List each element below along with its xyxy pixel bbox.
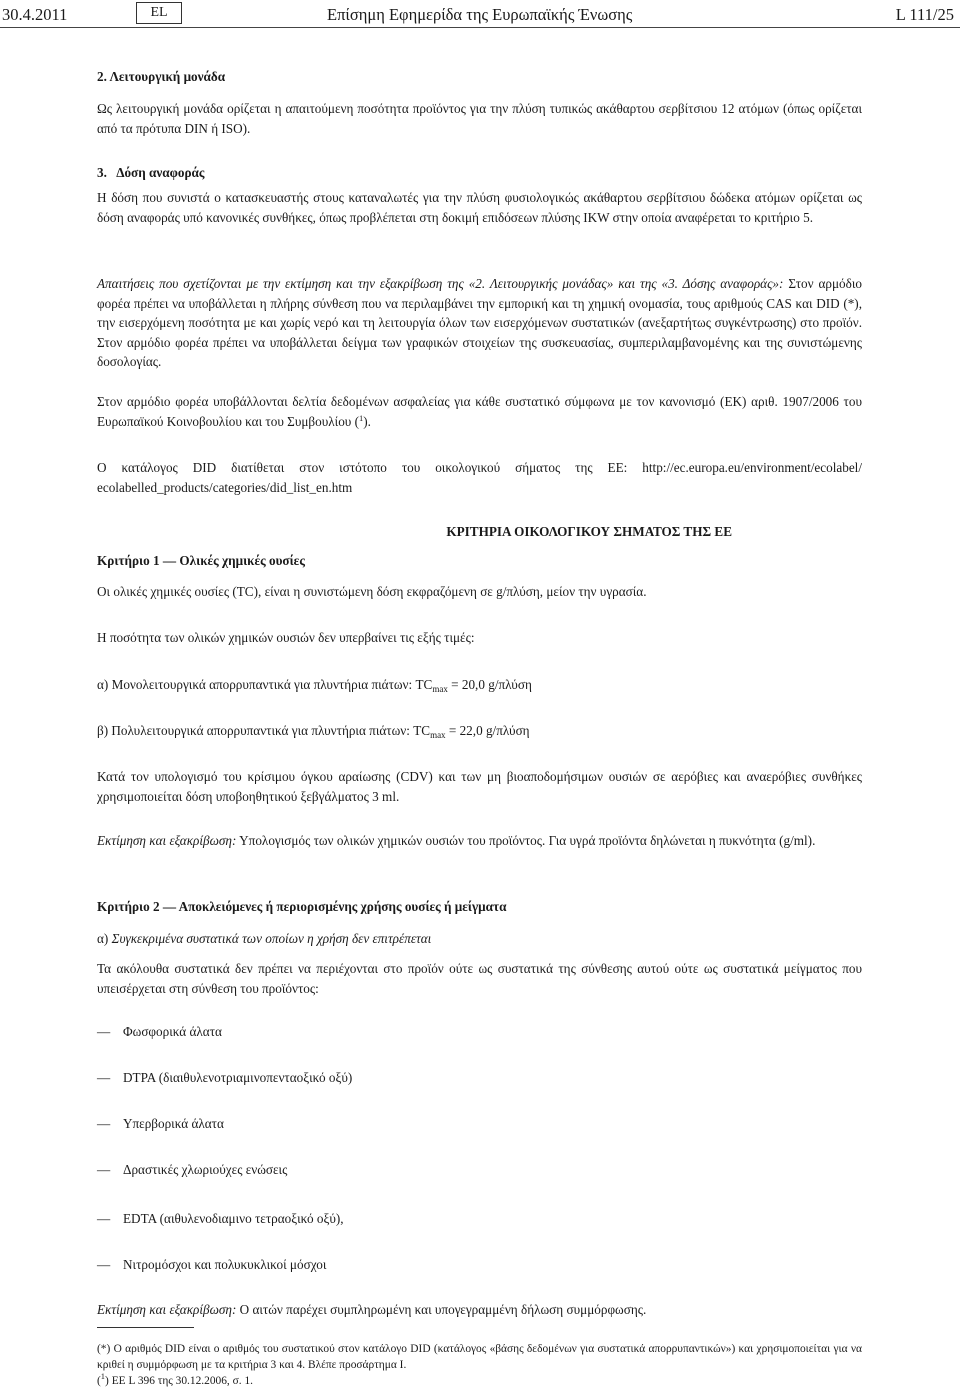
assessment-text: Υπολογισμός των ολικών χημικών ουσιών του προϊόντος. Για υγρά προϊόντα δηλώνεται η πυκνότητα (g/ml). (236, 833, 816, 848)
limit-a-label: α) Μονολειτουργικά απορρυπαντικά για πλυντήρια πιάτων: TC (97, 677, 433, 692)
list-item-text: DTPA (διαιθυλενοτριαμινοπενταοξικό οξύ) (123, 1070, 353, 1085)
criterion-1-limit-a (97, 675, 862, 695)
section-3-body: Η δόση που συνιστά ο κατασκευαστής στους καταναλωτές για την πλύση φυσιολογικώς ακάθαρτου σερβίτσιου δώδεκα ατόμων ορίζεται ως δόση αναφοράς υπό κανονικές συνθήκες, όπως προβλέπεται στη δοκιμή επιδόσεων πλύσης IKW στην οποία αναφέρεται το κριτήριο 5. (97, 190, 862, 225)
requirements-block (97, 274, 862, 372)
list-dash: — (97, 1162, 111, 1177)
criteria-main-title: ΚΡΙΤΗΡΙΑ ΟΙΚΟΛΟΓΙΚΟΥ ΣΗΜΑΤΟΣ ΤΗΣ ΕΕ (446, 524, 732, 539)
limit-b-subscript: max (430, 730, 446, 740)
list-item (97, 1022, 222, 1042)
criterion-2-subsection-a (97, 929, 862, 949)
safety-text-end: ). (363, 413, 371, 429)
subsection-title: Συγκεκριμένα συστατικά των οποίων η χρήση δεν επιτρέπεται (111, 931, 432, 946)
safety-text: Στον αρμόδιο φορέα υποβάλλονται δελτία δεδομένων ασφαλείας για κάθε συστατικό σύμφωνα με τον κανονισμό (ΕΚ) αριθ. 1907/2006 του Ευρωπαϊκού Κοινοβουλίου και του Συμβουλίου ( (97, 394, 862, 429)
criterion-2-assessment (97, 1300, 862, 1320)
limit-b-value: = 22,0 g/πλύση (445, 723, 530, 738)
criterion-1-heading: Κριτήριο 1 — Ολικές χημικές ουσίες (97, 553, 305, 568)
list-item-text: Νιτρομόσχοι και πολυκυκλικοί μόσχοι (123, 1257, 327, 1272)
criterion-2-intro: Τα ακόλουθα συστατικά δεν πρέπει να περιέχονται στο προϊόν ούτε ως συστατικά της σύνθεσης αυτού ούτε ως συστατικά μείγματος που υπεισέρχεται στη σύνθεση του προϊόντος: (97, 961, 862, 996)
list-item (97, 1114, 224, 1134)
list-item (97, 1160, 287, 1180)
criterion-1-definition: Οι ολικές χημικές ουσίες (TC), είναι η συνιστώμενη δόση εκφραζόμενη σε g/πλύση, μείον την υγρασία. (97, 584, 647, 599)
list-dash: — (97, 1024, 111, 1039)
assessment-label: Εκτίμηση και εξακρίβωση: (97, 1302, 237, 1317)
criterion-2-heading: Κριτήριο 2 — Αποκλειόμενες ή περιορισμένης χρήσης ουσίες ή μείγματα (97, 899, 507, 914)
criterion-1-cdv: Κατά τον υπολογισμό του κρίσιμου όγκου αραίωσης (CDV) και των μη βιοαποδομήσιμων ουσιών σε αερόβιες και αναερόβιες συνθήκες χρησιμοποιείται δόση υποβοηθητικού ξεβγάλματος 3 ml. (97, 769, 862, 804)
list-dash: — (97, 1116, 111, 1131)
limit-b-label: β) Πολυλειτουργικά απορρυπαντικά για πλυντήρια πιάτων: TC (97, 723, 431, 738)
safety-data-sheets-paragraph (97, 392, 862, 431)
subsection-prefix: α) (97, 931, 112, 946)
header-date: 30.4.2011 (2, 5, 68, 24)
list-item (97, 1068, 352, 1088)
limit-a-value: = 20,0 g/πλύση (447, 677, 532, 692)
requirements-body: Στον αρμόδιο φορέα πρέπει να υποβάλλεται η πλήρης σύνθεση που να περιλαμβάνει την εμπορική και τη χημική ονομασία, τους αριθμούς CAS και DID (*), την εισερχόμενη ποσότητα με και χωρίς νερό και τη λειτουργία όλων των εισερχόμενων συστατικών (ανεξαρτήτως συγκέντρωσης) στο προϊόν. Στον αρμόδιο φορέα πρέπει να υποβάλλεται δείγμα των γραφικών στοιχείων της συσκευασίας, συμπεριλαμβανομένης και της συνιστώμενης δοσολογίας. (97, 276, 863, 369)
assessment-label: Εκτίμηση και εξακρίβωση: (97, 833, 237, 848)
list-item (97, 1255, 326, 1275)
header-divider (0, 27, 960, 28)
list-item-text: Υπερβορικά άλατα (123, 1116, 224, 1131)
footnote-text: ) ΕΕ L 396 της 30.12.2006, σ. 1. (105, 1375, 253, 1387)
section-2-body: Ως λειτουργική μονάδα ορίζεται η απαιτούμενη ποσότητα προϊόντος για την πλύση τυπικώς ακάθαρτου σερβίτσιου 12 ατόμων (όπως ορίζεται από τα πρότυπα DIN ή ISO). (97, 101, 862, 136)
list-item-text: Φωσφορικά άλατα (123, 1024, 222, 1039)
language-code-box: EL (136, 2, 182, 24)
footnote-divider (97, 1327, 194, 1328)
did-list-paragraph: Ο κατάλογος DID διατίθεται στον ιστότοπο του οικολογικού σήματος της ΕΕ: http://ec.europa.eu/environment/ecolabel/ ecolabelled_products/categories/did_list_en.htm (97, 460, 862, 495)
footnote-star: (*) Ο αριθμός DID είναι ο αριθμός του συστατικού στον κατάλογο DID (κατάλογος «βάσης δεδομένων για συστατικά απορρυπαντικών») και χρησιμοποιείται για να κριθεί η συμμόρφωση με τα κριτήρια 3 και 4. Βλέπε προσάρτημα I. (97, 1343, 862, 1371)
journal-title: Επίσημη Εφημερίδα της Ευρωπαϊκής Ένωσης (327, 5, 633, 24)
criterion-1-assessment (97, 831, 862, 851)
section-3-title: Δόση αναφοράς (116, 165, 205, 180)
list-dash: — (97, 1257, 111, 1272)
limit-a-subscript: max (432, 684, 448, 694)
footnote-1 (97, 1373, 862, 1389)
assessment-text: Ο αιτών παρέχει συμπληρωμένη και υπογεγραμμένη δήλωση συμμόρφωσης. (236, 1302, 647, 1317)
section-3-number: 3. (97, 165, 107, 180)
list-item (97, 1209, 344, 1229)
section-2-heading: 2. Λειτουργική μονάδα (97, 69, 226, 84)
list-item-text: Δραστικές χλωριούχες ενώσεις (123, 1162, 288, 1177)
page-header (0, 2, 960, 26)
footnote-ref: 1 (359, 412, 364, 423)
list-item-text: EDTA (αιθυλενοδιαμινο τετραοξικό οξύ), (123, 1211, 344, 1226)
footnote-number: 1 (100, 1371, 106, 1381)
section-3-heading (97, 163, 862, 183)
list-dash: — (97, 1211, 111, 1226)
footnote-paren: ( (97, 1375, 101, 1387)
requirements-intro: Απαιτήσεις που σχετίζονται με την εκτίμηση και την εξακρίβωση της «2. Λειτουργικής μονάδας» και της «3. Δόσης αναφοράς»: (97, 276, 784, 291)
criterion-1-limits-intro: Η ποσότητα των ολικών χημικών ουσιών δεν υπερβαίνει τις εξής τιμές: (97, 630, 475, 645)
criterion-1-limit-b (97, 721, 862, 741)
page-reference: L 111/25 (895, 5, 954, 24)
list-dash: — (97, 1070, 111, 1085)
